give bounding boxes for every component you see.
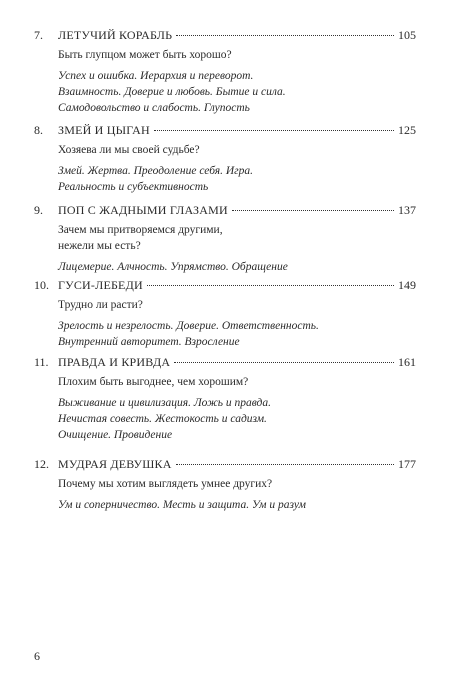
dot-leader bbox=[232, 210, 394, 211]
chapter-question: Зачем мы притворяемся другими, нежели мы есть? bbox=[58, 224, 223, 252]
chapter-keywords: Зрелость и незрелость. Доверие. Ответственность. Внутренний авторитет. Взросление bbox=[58, 320, 319, 348]
chapter-keywords: Ум и соперничество. Месть и защита. Ум и разум bbox=[58, 499, 307, 511]
chapter-question: Почему мы хотим выглядеть умнее других? bbox=[58, 478, 273, 490]
chapter-title: ПОП С ЖАДНЫМИ ГЛАЗАМИ bbox=[58, 203, 228, 217]
page-number: 137 bbox=[398, 203, 416, 217]
chapter-keywords: Змей. Жертва. Преодоление себя. Игра. Реальность и субъективность bbox=[58, 165, 253, 193]
toc-entry-heading bbox=[34, 455, 416, 473]
toc-entry bbox=[34, 455, 416, 513]
page-number: 125 bbox=[398, 123, 416, 137]
toc-entry-heading bbox=[34, 353, 416, 371]
chapter-number: 9. bbox=[34, 203, 43, 217]
toc-entry bbox=[34, 201, 416, 275]
chapter-title: ЗМЕЙ И ЦЫГАН bbox=[58, 123, 150, 137]
toc-entry bbox=[34, 353, 416, 443]
chapter-number: 10. bbox=[34, 278, 49, 292]
toc-entry-heading bbox=[34, 276, 416, 294]
toc-entry-heading bbox=[34, 26, 416, 44]
toc-entry bbox=[34, 26, 416, 116]
dot-leader bbox=[147, 285, 394, 286]
toc-entry-heading bbox=[34, 201, 416, 219]
page-number: 177 bbox=[398, 457, 416, 471]
dot-leader bbox=[176, 35, 394, 36]
chapter-question: Трудно ли расти? bbox=[58, 299, 143, 311]
page-number: 149 bbox=[398, 278, 416, 292]
chapter-title: ПРАВДА И КРИВДА bbox=[58, 355, 171, 369]
toc-entry bbox=[34, 276, 416, 350]
dot-leader bbox=[154, 130, 394, 131]
chapter-question: Плохим быть выгоднее, чем хорошим? bbox=[58, 376, 249, 388]
chapter-question: Быть глупцом может быть хорошо? bbox=[58, 49, 232, 61]
toc-entry-heading bbox=[34, 121, 416, 139]
dot-leader bbox=[174, 362, 394, 363]
chapter-question: Хозяева ли мы своей судьбе? bbox=[58, 144, 200, 156]
chapter-title: ЛЕТУЧИЙ КОРАБЛЬ bbox=[58, 28, 173, 42]
chapter-number: 12. bbox=[34, 457, 49, 471]
chapter-keywords: Лицемерие. Алчность. Упрямство. Обращение bbox=[58, 261, 288, 273]
toc-entry bbox=[34, 121, 416, 195]
chapter-number: 11. bbox=[34, 355, 49, 369]
dot-leader bbox=[176, 464, 394, 465]
chapter-title: ГУСИ-ЛЕБЕДИ bbox=[58, 278, 143, 292]
page-number: 161 bbox=[398, 355, 416, 369]
chapter-number: 7. bbox=[34, 28, 43, 42]
chapter-title: МУДРАЯ ДЕВУШКА bbox=[58, 457, 172, 471]
page-folio: 6 bbox=[34, 649, 40, 663]
chapter-keywords: Выживание и цивилизация. Ложь и правда. Нечистая совесть. Жестокость и садизм. Очищение. Провидение bbox=[58, 397, 271, 441]
page-number: 105 bbox=[398, 28, 416, 42]
chapter-number: 8. bbox=[34, 123, 43, 137]
chapter-keywords: Успех и ошибка. Иерархия и переворот. Взаимность. Доверие и любовь. Бытие и сила. Самодовольство и слабость. Глупость bbox=[58, 70, 286, 114]
